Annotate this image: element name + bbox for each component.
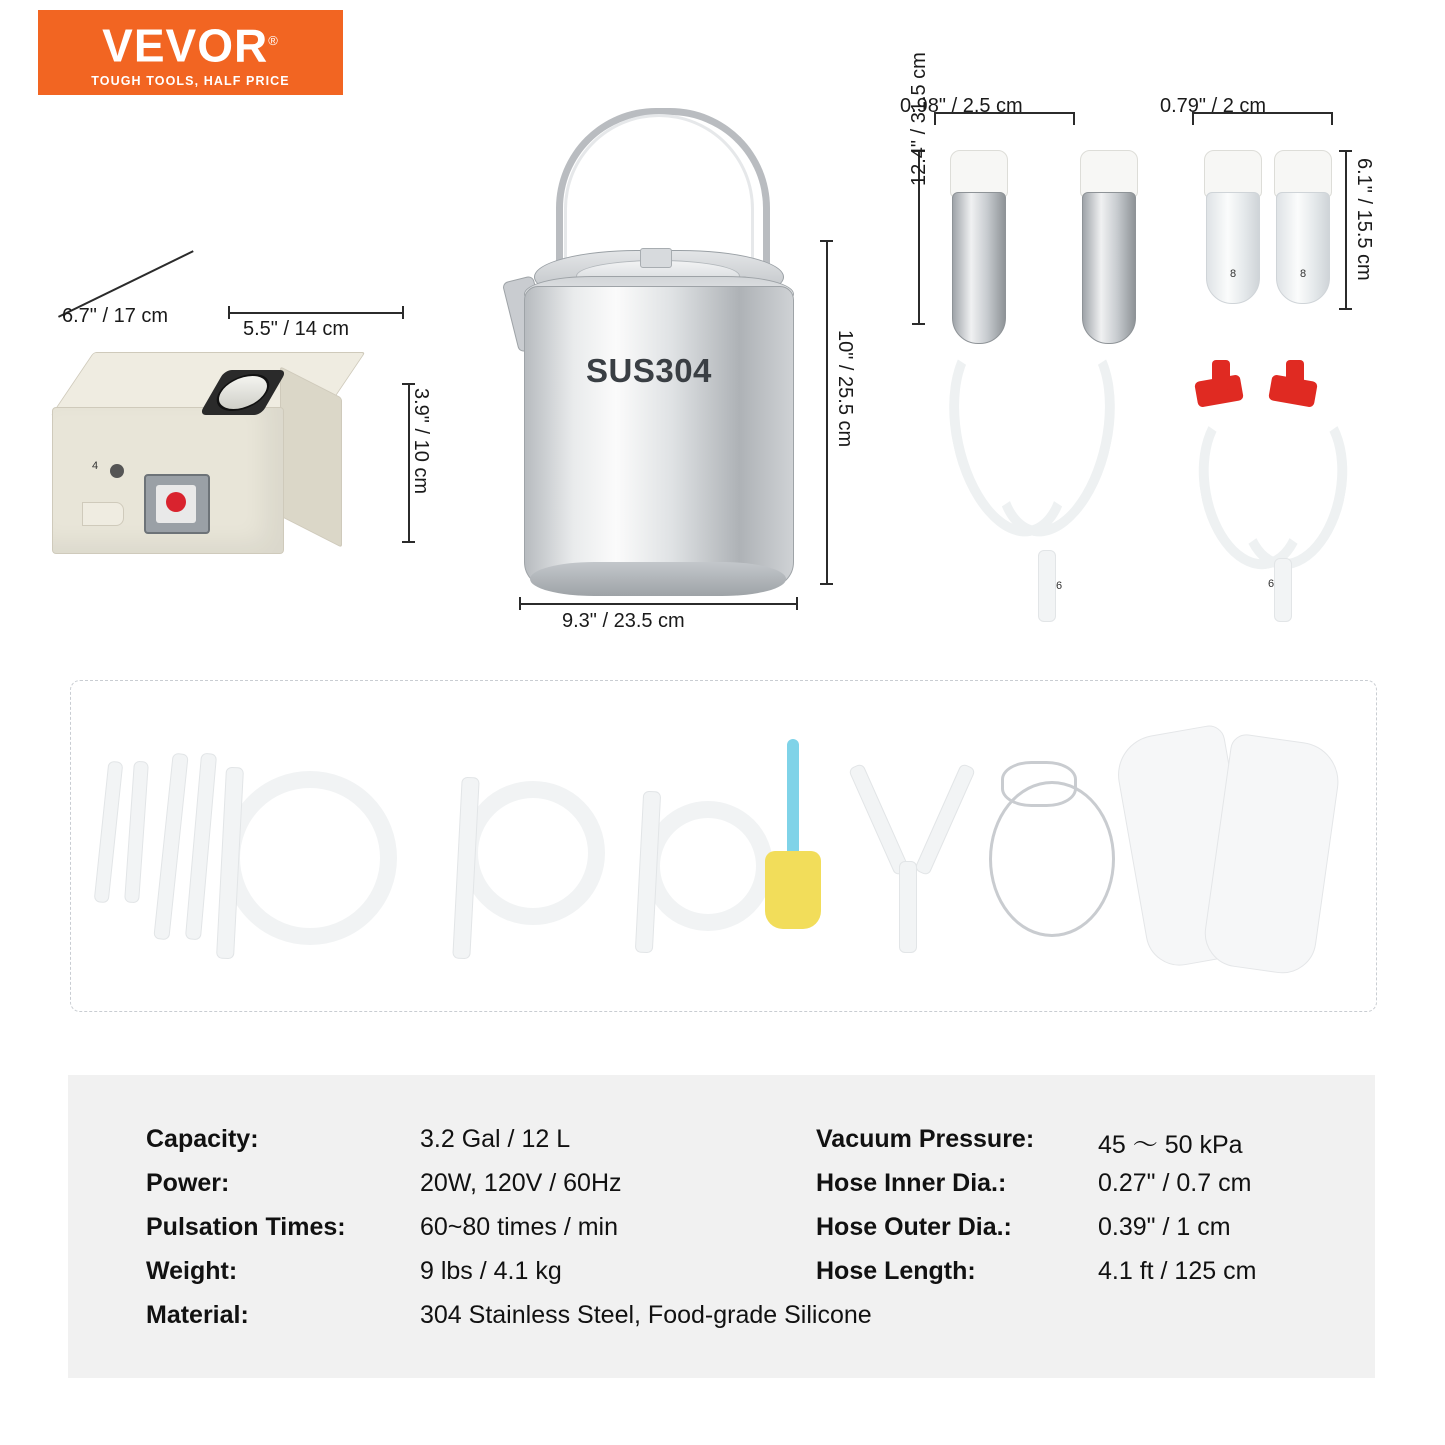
plastic-cup-len-line bbox=[1345, 150, 1347, 310]
pump-height-tick-bottom bbox=[402, 541, 415, 543]
spec-value-pulsation: 60~80 times / min bbox=[420, 1213, 619, 1241]
vacuum-pump-unit bbox=[52, 352, 402, 587]
milk-bucket bbox=[490, 100, 850, 610]
plastic-cup-dia-label: 0.79" / 2 cm bbox=[1160, 95, 1267, 117]
tube-cleaning-wire-brush bbox=[1001, 761, 1077, 807]
bucket-width-tick-left bbox=[519, 597, 521, 610]
hose-coil-small bbox=[643, 801, 773, 931]
brand-name bbox=[102, 17, 279, 72]
pump-valve-block bbox=[144, 474, 210, 534]
spec-value-vacuum-pressure: 45 〜 50 kPa bbox=[1098, 1131, 1243, 1159]
accessories-panel bbox=[70, 680, 1377, 1012]
cup-silicone-liner-b bbox=[1080, 150, 1138, 198]
pump-width-label: 5.5" / 14 cm bbox=[243, 318, 350, 340]
spec-value-material: 304 Stainless Steel, Food-grade Silicone bbox=[420, 1301, 872, 1329]
bucket-width-label: 9.3" / 23.5 cm bbox=[562, 610, 685, 632]
pump-side-face bbox=[280, 366, 342, 548]
metal-cup-dia-tick-right bbox=[1073, 112, 1075, 125]
spec-label-power: Power: bbox=[146, 1169, 230, 1197]
spec-value-hose-outer-dia: 0.39" / 1 cm bbox=[1098, 1213, 1231, 1241]
pump-height-tick-top bbox=[402, 383, 415, 385]
part-label-6b: 6 bbox=[1268, 578, 1275, 590]
spec-value-capacity: 3.2 Gal / 12 L bbox=[420, 1125, 571, 1153]
spec-value-power: 20W, 120V / 60Hz bbox=[420, 1169, 622, 1197]
y-connector-arm-left bbox=[848, 763, 910, 876]
metal-cup-len-label: 12.4" / 31.5 cm bbox=[908, 52, 930, 186]
specification-table bbox=[68, 1075, 1375, 1378]
spec-label-weight: Weight: bbox=[146, 1257, 238, 1285]
spec-label-hose-length: Hose Length: bbox=[816, 1257, 976, 1285]
spec-label-capacity: Capacity: bbox=[146, 1125, 259, 1153]
pump-width-tick-right bbox=[402, 306, 404, 319]
part-label-6a: 6 bbox=[1056, 580, 1063, 592]
spec-value-weight: 9 lbs / 4.1 kg bbox=[420, 1257, 562, 1285]
bucket-height-label: 10" / 25.5 cm bbox=[834, 330, 856, 448]
registered-mark: ® bbox=[268, 33, 279, 49]
bucket-base bbox=[530, 562, 786, 596]
spec-label-hose-outer-dia: Hose Outer Dia.: bbox=[816, 1213, 1012, 1241]
spec-value-hose-inner-dia: 0.27" / 0.7 cm bbox=[1098, 1169, 1252, 1197]
pump-width-tick-left bbox=[228, 306, 230, 319]
plastic-cup-shell-b bbox=[1276, 192, 1330, 304]
plastic-cup-liner-a bbox=[1204, 150, 1262, 198]
metal-teat-cup-assembly bbox=[930, 150, 1130, 630]
plastic-teat-cup-assembly bbox=[1190, 150, 1370, 620]
pump-depth-label: 6.7" / 17 cm bbox=[62, 305, 169, 327]
spec-label-pulsation: Pulsation Times: bbox=[146, 1213, 346, 1241]
part-label-8a: 8 bbox=[1230, 268, 1237, 280]
brand-name-text: VEVOR bbox=[102, 19, 269, 72]
cup-hose-joiner bbox=[1038, 550, 1056, 622]
spec-label-hose-inner-dia: Hose Inner Dia.: bbox=[816, 1169, 1007, 1197]
cup-silicone-liner-a bbox=[950, 150, 1008, 198]
cleaning-brush-sponge bbox=[765, 851, 821, 929]
hose-coil-medium bbox=[461, 781, 605, 925]
plastic-cup-hose-joiner bbox=[1274, 558, 1292, 622]
y-connector-stem bbox=[899, 861, 917, 953]
brand-logo bbox=[38, 10, 343, 95]
silicone-tube-3 bbox=[153, 753, 188, 941]
spec-label-vacuum-pressure: Vacuum Pressure: bbox=[816, 1125, 1035, 1153]
metal-cup-dia-label: 0.98" / 2.5 cm bbox=[900, 95, 1023, 117]
plastic-cup-dia-tick-right bbox=[1331, 112, 1333, 125]
shutoff-valve-knob-a bbox=[1212, 360, 1230, 390]
shutoff-valve-knob-b bbox=[1286, 360, 1304, 390]
part-label-8b: 8 bbox=[1300, 268, 1307, 280]
silicone-tube-1 bbox=[94, 761, 124, 904]
bucket-height-tick-top bbox=[820, 240, 833, 242]
spec-value-hose-length: 4.1 ft / 125 cm bbox=[1098, 1257, 1257, 1285]
cup-steel-shell-a bbox=[952, 192, 1006, 344]
valve-red-button bbox=[166, 492, 186, 512]
bucket-body bbox=[524, 286, 794, 588]
plastic-cup-len-label: 6.1" / 15.5 cm bbox=[1353, 158, 1375, 281]
part-label-4: 4 bbox=[92, 460, 99, 472]
bucket-material-label: SUS304 bbox=[586, 352, 712, 389]
pump-height-label: 3.9" / 10 cm bbox=[410, 388, 432, 495]
brand-tagline: TOUGH TOOLS, HALF PRICE bbox=[91, 73, 290, 88]
cup-steel-shell-b bbox=[1082, 192, 1136, 344]
pump-width-line bbox=[228, 312, 403, 314]
silicone-tube-4 bbox=[185, 753, 217, 941]
pump-knob bbox=[110, 464, 124, 478]
plastic-cup-shell-a bbox=[1206, 192, 1260, 304]
bucket-height-line bbox=[826, 240, 828, 585]
metal-cup-len-tick-bottom bbox=[912, 323, 925, 325]
silicone-tube-2 bbox=[124, 761, 149, 904]
bucket-width-line bbox=[519, 603, 797, 605]
cleaning-brush-handle bbox=[787, 739, 799, 859]
hose-coil-large bbox=[223, 771, 397, 945]
plastic-cup-liner-b bbox=[1274, 150, 1332, 198]
y-connector-arm-right bbox=[914, 763, 976, 876]
bucket-width-tick-right bbox=[796, 597, 798, 610]
pump-air-nozzle bbox=[82, 502, 124, 526]
spec-label-material: Material: bbox=[146, 1301, 249, 1329]
plastic-cup-len-tick-bottom bbox=[1339, 308, 1352, 310]
plastic-cup-len-tick-top bbox=[1339, 150, 1352, 152]
bucket-lid-knob bbox=[640, 248, 672, 268]
bucket-height-tick-bottom bbox=[820, 583, 833, 585]
